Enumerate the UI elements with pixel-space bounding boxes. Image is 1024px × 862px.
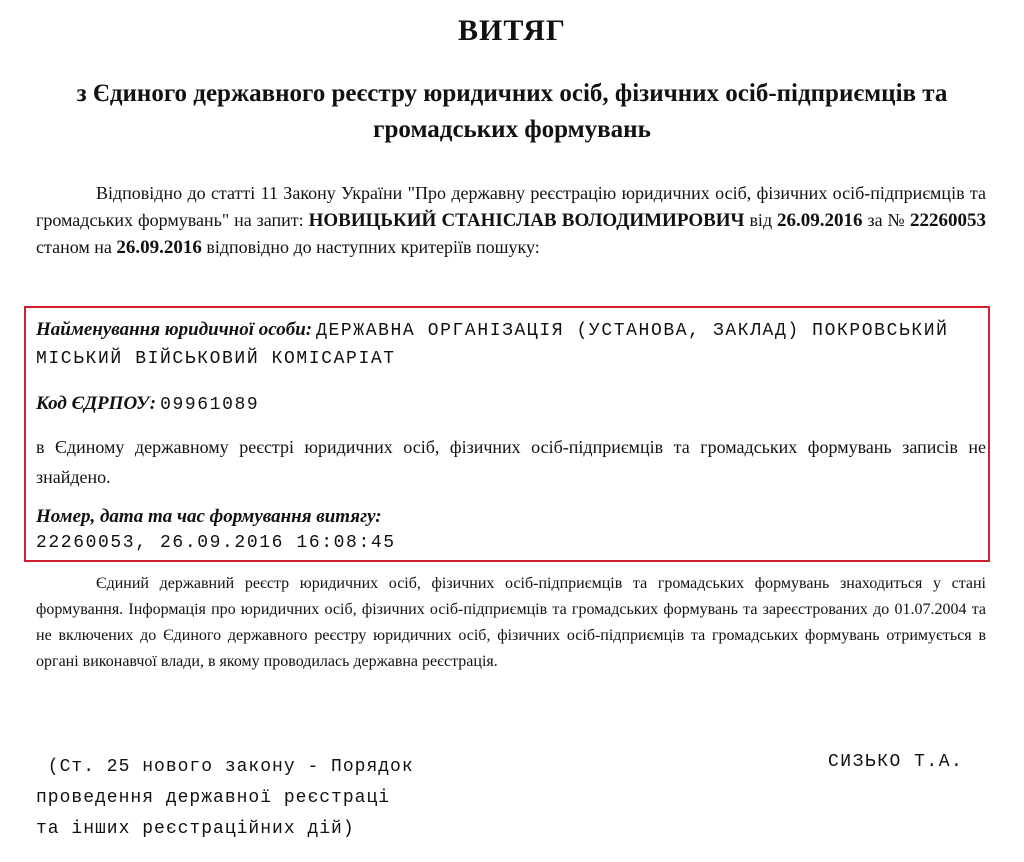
edrpou-value: 09961089 [160,395,260,415]
requester-name: НОВИЦЬКИЙ СТАНІСЛАВ ВОЛОДИМИРОВИЧ [308,210,745,231]
as-of-date: 26.09.2016 [116,237,202,258]
edrpou-row [36,390,986,419]
extract-label: Номер, дата та час формування витягу: [36,506,382,527]
entity-name-value: ДЕРЖАВНА ОРГАНІЗАЦІЯ (УСТАНОВА, ЗАКЛАД) ПОКРОВСЬКИЙ МІСЬКИЙ ВІЙСЬКОВИЙ КОМІСАРІАТ [36,321,949,369]
intro-from: від [749,210,773,230]
request-number: 22260053 [910,210,987,231]
law-reference: (Ст. 25 нового закону - Порядок проведення державної реєстраці та інших реєстраційних дій) [36,757,414,839]
intro-criteria: відповідно до наступних критеріїв пошуку: [206,237,540,257]
document-subtitle: з Єдиного державного реєстру юридичних осіб, фізичних осіб-підприємців та громадських формувань [76,80,948,143]
edrpou-label: Код ЄДРПОУ: [36,393,157,414]
search-result: в Єдиному державному реєстрі юридичних осіб, фізичних осіб-підприємців та громадських формувань записів не знайдено. [36,437,986,487]
signatory: СИЗЬКО Т.А. [828,752,964,772]
intro-paragraph [36,180,986,261]
request-date: 26.09.2016 [777,210,863,231]
extract-value: 22260053, 26.09.2016 16:08:45 [36,533,396,553]
entity-name-row [36,316,986,373]
entity-name-label: Найменування юридичної особи: [36,319,313,340]
intro-as-of: станом на [36,237,112,257]
registry-notes: Єдиний державний реєстр юридичних осіб, фізичних осіб-підприємців та громадських формувань знаходиться у стані формування. Інформація про юридичних осіб, фізичних осіб-підприємців та громадських формувань та зареєстрованих до 01.07.2004 та не включених до Єдиного державного реєстру юридичних осіб, фізичних осіб-підприємців та громадських формувань отримується в органі виконавчої влади, в якому проводилась державна реєстрація. [36,575,986,670]
intro-text: Відповідно до статті 11 Закону України "Про державну реєстрацію юридичних осіб, фізичних осіб-підприємців та громадських формувань" на запит: [36,183,986,230]
extract-info [36,503,986,557]
intro-number: за № [867,210,906,230]
document-title: ВИТЯГ [458,14,566,47]
